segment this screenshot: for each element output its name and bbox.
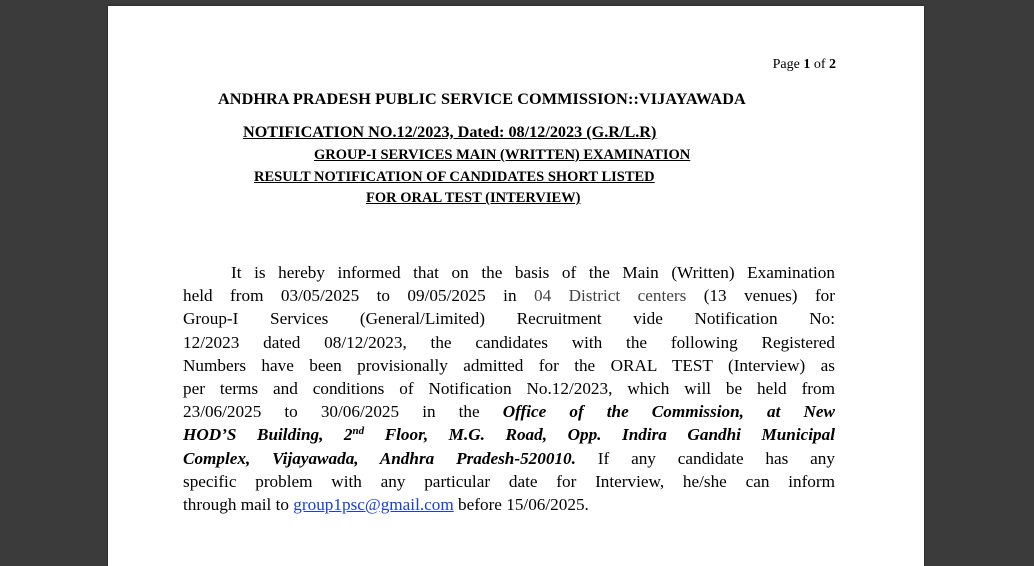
body-line: specific problem with any particular date for Interview, he/she can inform — [183, 471, 835, 491]
venue-text: Complex, Vijayawada, Andhra Pradesh-520010. — [183, 448, 576, 468]
email-link[interactable]: group1psc@gmail.com — [293, 495, 454, 515]
body-text: (13 venues) for — [686, 286, 836, 306]
body-line — [183, 400, 835, 423]
ordinal-suffix: nd — [352, 425, 365, 438]
page-of: of — [813, 57, 826, 72]
venue-text — [183, 425, 835, 444]
body-line — [183, 447, 835, 470]
body-text: before 15/06/2025. — [453, 495, 589, 515]
body-line: 12/2023 dated 08/12/2023, the candidates with the following Registered — [183, 332, 835, 352]
venue-text-part: HOD’S Building, 2 — [183, 425, 353, 445]
notification-title: NOTIFICATION NO.12/2023, Dated: 08/12/2023 (G.R/L.R) — [243, 123, 657, 141]
body-line — [183, 493, 835, 516]
document-page — [108, 6, 924, 566]
body-text: 23/06/2025 to 30/06/2025 in the — [183, 402, 503, 422]
body-line — [183, 284, 835, 307]
district-centers-text: 04 District centers — [533, 286, 687, 306]
body-line: Group-I Services (General/Limited) Recruitment vide Notification No: — [183, 309, 835, 329]
body-line: per terms and conditions of Notification No.12/2023, which will be held from — [183, 379, 835, 399]
body-line — [183, 423, 835, 446]
subtitle-line-3: FOR ORAL TEST (INTERVIEW) — [366, 190, 581, 206]
notification-body — [183, 261, 835, 516]
venue-text-part: Floor, M.G. Road, Opp. Indira Gandhi Municipal — [364, 425, 835, 445]
subtitle-line-2: RESULT NOTIFICATION OF CANDIDATES SHORT LISTED — [254, 169, 655, 185]
body-text: through mail to — [183, 495, 294, 515]
page-total: 2 — [829, 57, 836, 72]
body-text: held from 03/05/2025 to 09/05/2025 in — [183, 286, 534, 306]
subtitle-line-1: GROUP-I SERVICES MAIN (WRITTEN) EXAMINATION — [314, 147, 691, 163]
body-line: Numbers have been provisionally admitted for the ORAL TEST (Interview) as — [183, 355, 835, 375]
page-current: 1 — [803, 57, 811, 72]
venue-text: Office of the Commission, at New — [502, 402, 835, 422]
page-indicator — [773, 57, 836, 73]
body-text: If any candidate has any — [575, 448, 835, 468]
body-line: It is hereby informed that on the basis of the Main (Written) Examination — [231, 263, 835, 282]
page-label: Page — [772, 57, 800, 72]
commission-title: ANDHRA PRADESH PUBLIC SERVICE COMMISSION::VIJAYAWADA — [218, 90, 746, 108]
